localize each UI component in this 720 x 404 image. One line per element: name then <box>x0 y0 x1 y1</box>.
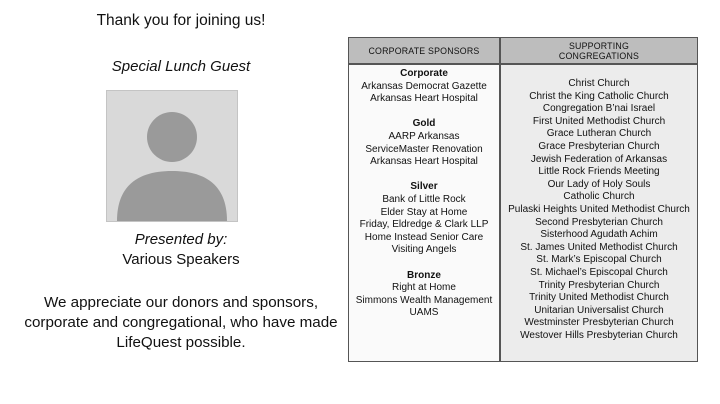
guest-heading: Special Lunch Guest <box>111 58 251 75</box>
corporate-sponsors-list <box>349 65 499 320</box>
congregation-item: Little Rock Friends Meeting <box>538 166 660 178</box>
congregation-item: Pulaski Heights United Methodist Church <box>508 203 690 215</box>
congregation-item: St. Mark’s Episcopal Church <box>536 254 662 266</box>
congregation-item: Westminster Presbyterian Church <box>524 317 674 329</box>
congregation-item: St. Michael’s Episcopal Church <box>530 266 668 278</box>
sponsor-item: Friday, Eldredge & Clark LLP <box>359 219 489 231</box>
congregations-list <box>501 65 697 342</box>
congregation-item: Jewish Federation of Arkansas <box>530 153 668 165</box>
sponsor-item: Right at Home <box>392 282 456 294</box>
sponsor-tier-heading: Bronze <box>407 269 441 281</box>
congregation-item: Second Presbyterian Church <box>535 216 663 228</box>
sponsor-item: Elder Stay at Home <box>380 206 468 218</box>
sponsor-item: Home Instead Senior Care <box>364 231 484 243</box>
avatar <box>106 90 238 222</box>
person-silhouette-icon <box>107 91 237 221</box>
corporate-sponsors-column <box>349 38 501 361</box>
corporate-sponsors-header: CORPORATE SPONSORS <box>349 38 499 65</box>
congregation-item: First United Methodist Church <box>532 115 666 127</box>
sponsors-table <box>348 37 698 362</box>
sponsor-item: Visiting Angels <box>391 244 457 256</box>
congregations-column <box>501 38 697 361</box>
group-spacer <box>349 257 499 270</box>
congregation-item: St. James United Methodist Church <box>520 241 678 253</box>
sponsor-item: Arkansas Democrat Gazette <box>361 80 487 92</box>
congregations-header <box>501 38 697 65</box>
congregation-item: Christ the King Catholic Church <box>529 90 669 102</box>
sponsor-tier-heading: Gold <box>412 118 436 130</box>
sponsor-item: Arkansas Heart Hospital <box>370 156 478 168</box>
congregation-item: Sisterhood Agudath Achim <box>540 229 658 241</box>
group-spacer <box>349 169 499 182</box>
sponsor-item: ServiceMaster Renovation <box>365 143 483 155</box>
sponsor-tier-heading: Corporate <box>400 68 448 79</box>
congregation-item: Christ Church <box>568 78 630 89</box>
thanks-heading: Thank you for joining us! <box>96 12 266 29</box>
congregation-item: Our Lady of Holy Souls <box>547 178 651 190</box>
congregation-item: Grace Lutheran Church <box>546 128 652 140</box>
congregation-item: Trinity Presbyterian Church <box>538 279 660 291</box>
sponsor-tier-heading: Silver <box>410 181 438 193</box>
appreciation-text: We appreciate our donors and sponsors, corporate and congregational, who have made LifeQuest possible. <box>24 294 338 351</box>
sponsor-item: AARP Arkansas <box>388 130 460 142</box>
sponsor-item: UAMS <box>409 307 439 319</box>
sponsor-item: Simmons Wealth Management <box>355 294 493 306</box>
congregation-item: Trinity United Methodist Church <box>529 292 669 304</box>
sponsor-item: Arkansas Heart Hospital <box>370 93 478 105</box>
congregation-item: Unitarian Universalist Church <box>534 304 664 316</box>
congregation-item: Grace Presbyterian Church <box>538 140 660 152</box>
group-spacer <box>349 106 499 119</box>
presented-by-label: Presented by: <box>134 231 228 248</box>
congregation-item: Catholic Church <box>563 191 635 203</box>
congregation-item: Congregation B’nai Israel <box>542 103 656 115</box>
congregations-header-text: SUPPORTING CONGREGATIONS <box>558 40 640 61</box>
sponsor-item: Bank of Little Rock <box>382 193 466 205</box>
speakers-name: Various Speakers <box>122 251 240 268</box>
congregation-item: Westover Hills Presbyterian Church <box>520 329 678 341</box>
